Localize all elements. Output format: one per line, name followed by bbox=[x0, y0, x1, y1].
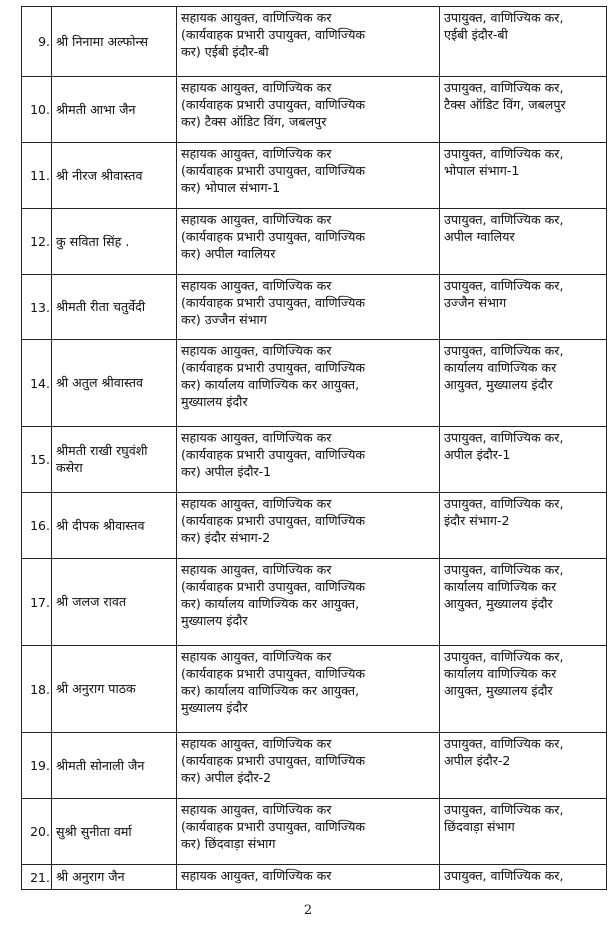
current-post-cell: सहायक आयुक्त, वाणिज्यिक कर (कार्यवाहक प्रभारी उपायुक्त, वाणिज्यिक कर) कार्यालय वाणिज्यिक कर आयुक्त, मुख्यालय इंदौर bbox=[177, 646, 440, 733]
officer-name-cell: श्री अनुराग पाठक bbox=[52, 646, 177, 733]
table-row bbox=[22, 77, 607, 143]
officer-name-cell: श्री अतुल श्रीवास्तव bbox=[52, 340, 177, 427]
serial-number-cell: 16. bbox=[22, 493, 52, 559]
table-row bbox=[22, 427, 607, 493]
table-row bbox=[22, 799, 607, 865]
current-post-cell: सहायक आयुक्त, वाणिज्यिक कर (कार्यवाहक प्रभारी उपायुक्त, वाणिज्यिक कर) इंदौर संभाग-2 bbox=[177, 493, 440, 559]
new-post-cell: उपायुक्त, वाणिज्यिक कर, कार्यालय वाणिज्यिक कर आयुक्त, मुख्यालय इंदौर bbox=[440, 646, 607, 733]
table-row bbox=[22, 340, 607, 427]
current-post-cell: सहायक आयुक्त, वाणिज्यिक कर (कार्यवाहक प्रभारी उपायुक्त, वाणिज्यिक कर) छिंदवाड़ा संभाग bbox=[177, 799, 440, 865]
table-row bbox=[22, 209, 607, 275]
new-post-cell: उपायुक्त, वाणिज्यिक कर, कार्यालय वाणिज्यिक कर आयुक्त, मुख्यालय इंदौर bbox=[440, 559, 607, 646]
serial-number-cell: 17. bbox=[22, 559, 52, 646]
serial-number-cell: 21. bbox=[22, 865, 52, 890]
officer-name-cell: श्रीमती राखी रघुवंशी कसेरा bbox=[52, 427, 177, 493]
officer-name-cell: श्री नीरज श्रीवास्तव bbox=[52, 143, 177, 209]
new-post-cell: उपायुक्त, वाणिज्यिक कर, भोपाल संभाग-1 bbox=[440, 143, 607, 209]
table-row bbox=[22, 646, 607, 733]
current-post-cell: सहायक आयुक्त, वाणिज्यिक कर (कार्यवाहक प्रभारी उपायुक्त, वाणिज्यिक कर) कार्यालय वाणिज्यिक कर आयुक्त, मुख्यालय इंदौर bbox=[177, 559, 440, 646]
new-post-cell: उपायुक्त, वाणिज्यिक कर, अपील इंदौर-1 bbox=[440, 427, 607, 493]
officer-name-cell: कु सविता सिंह . bbox=[52, 209, 177, 275]
new-post-cell: उपायुक्त, वाणिज्यिक कर, टैक्स ऑडिट विंग, जबलपुर bbox=[440, 77, 607, 143]
serial-number-cell: 12. bbox=[22, 209, 52, 275]
table-row bbox=[22, 493, 607, 559]
serial-number-cell: 10. bbox=[22, 77, 52, 143]
new-post-cell: उपायुक्त, वाणिज्यिक कर, अपील ग्वालियर bbox=[440, 209, 607, 275]
table-row bbox=[22, 7, 607, 77]
officer-name-cell: श्रीमती आभा जैन bbox=[52, 77, 177, 143]
current-post-cell: सहायक आयुक्त, वाणिज्यिक कर (कार्यवाहक प्रभारी उपायुक्त, वाणिज्यिक कर) एईबी इंदौर-बी bbox=[177, 7, 440, 77]
serial-number-cell: 11. bbox=[22, 143, 52, 209]
new-post-cell: उपायुक्त, वाणिज्यिक कर, कार्यालय वाणिज्यिक कर आयुक्त, मुख्यालय इंदौर bbox=[440, 340, 607, 427]
officer-name-cell: श्रीमती सोनाली जैन bbox=[52, 733, 177, 799]
officer-name-cell: श्री जलज रावत bbox=[52, 559, 177, 646]
serial-number-cell: 15. bbox=[22, 427, 52, 493]
current-post-cell: सहायक आयुक्त, वाणिज्यिक कर (कार्यवाहक प्रभारी उपायुक्त, वाणिज्यिक कर) अपील इंदौर-2 bbox=[177, 733, 440, 799]
officer-name-cell: श्री अनुराग जैन bbox=[52, 865, 177, 890]
serial-number-cell: 14. bbox=[22, 340, 52, 427]
officer-name-cell: सुश्री सुनीता वर्मा bbox=[52, 799, 177, 865]
serial-number-cell: 19. bbox=[22, 733, 52, 799]
current-post-cell: सहायक आयुक्त, वाणिज्यिक कर (कार्यवाहक प्रभारी उपायुक्त, वाणिज्यिक कर) भोपाल संभाग-1 bbox=[177, 143, 440, 209]
table-row bbox=[22, 275, 607, 340]
new-post-cell: उपायुक्त, वाणिज्यिक कर, bbox=[440, 865, 607, 890]
page-number: 2 bbox=[303, 903, 313, 918]
new-post-cell: उपायुक्त, वाणिज्यिक कर, इंदौर संभाग-2 bbox=[440, 493, 607, 559]
new-post-cell: उपायुक्त, वाणिज्यिक कर, छिंदवाड़ा संभाग bbox=[440, 799, 607, 865]
serial-number-cell: 20. bbox=[22, 799, 52, 865]
current-post-cell: सहायक आयुक्त, वाणिज्यिक कर (कार्यवाहक प्रभारी उपायुक्त, वाणिज्यिक कर) टैक्स ऑडिट विंग, जबलपुर bbox=[177, 77, 440, 143]
current-post-cell: सहायक आयुक्त, वाणिज्यिक कर (कार्यवाहक प्रभारी उपायुक्त, वाणिज्यिक कर) अपील इंदौर-1 bbox=[177, 427, 440, 493]
table-row bbox=[22, 865, 607, 890]
officer-name-cell: श्री दीपक श्रीवास्तव bbox=[52, 493, 177, 559]
new-post-cell: उपायुक्त, वाणिज्यिक कर, उज्जैन संभाग bbox=[440, 275, 607, 340]
table-body bbox=[22, 7, 607, 890]
new-post-cell: उपायुक्त, वाणिज्यिक कर, अपील इंदौर-2 bbox=[440, 733, 607, 799]
new-post-cell: उपायुक्त, वाणिज्यिक कर, एईबी इंदौर-बी bbox=[440, 7, 607, 77]
officer-name-cell: श्री निनामा अल्फोन्स bbox=[52, 7, 177, 77]
serial-number-cell: 18. bbox=[22, 646, 52, 733]
serial-number-cell: 9. bbox=[22, 7, 52, 77]
officer-name-cell: श्रीमती रीता चतुर्वेदी bbox=[52, 275, 177, 340]
table-row bbox=[22, 559, 607, 646]
transfer-order-table bbox=[21, 6, 607, 890]
current-post-cell: सहायक आयुक्त, वाणिज्यिक कर (कार्यवाहक प्रभारी उपायुक्त, वाणिज्यिक कर) अपील ग्वालियर bbox=[177, 209, 440, 275]
table-row bbox=[22, 733, 607, 799]
serial-number-cell: 13. bbox=[22, 275, 52, 340]
current-post-cell: सहायक आयुक्त, वाणिज्यिक कर (कार्यवाहक प्रभारी उपायुक्त, वाणिज्यिक कर) उज्जैन संभाग bbox=[177, 275, 440, 340]
table-row bbox=[22, 143, 607, 209]
current-post-cell: सहायक आयुक्त, वाणिज्यिक कर bbox=[177, 865, 440, 890]
current-post-cell: सहायक आयुक्त, वाणिज्यिक कर (कार्यवाहक प्रभारी उपायुक्त, वाणिज्यिक कर) कार्यालय वाणिज्यिक कर आयुक्त, मुख्यालय इंदौर bbox=[177, 340, 440, 427]
